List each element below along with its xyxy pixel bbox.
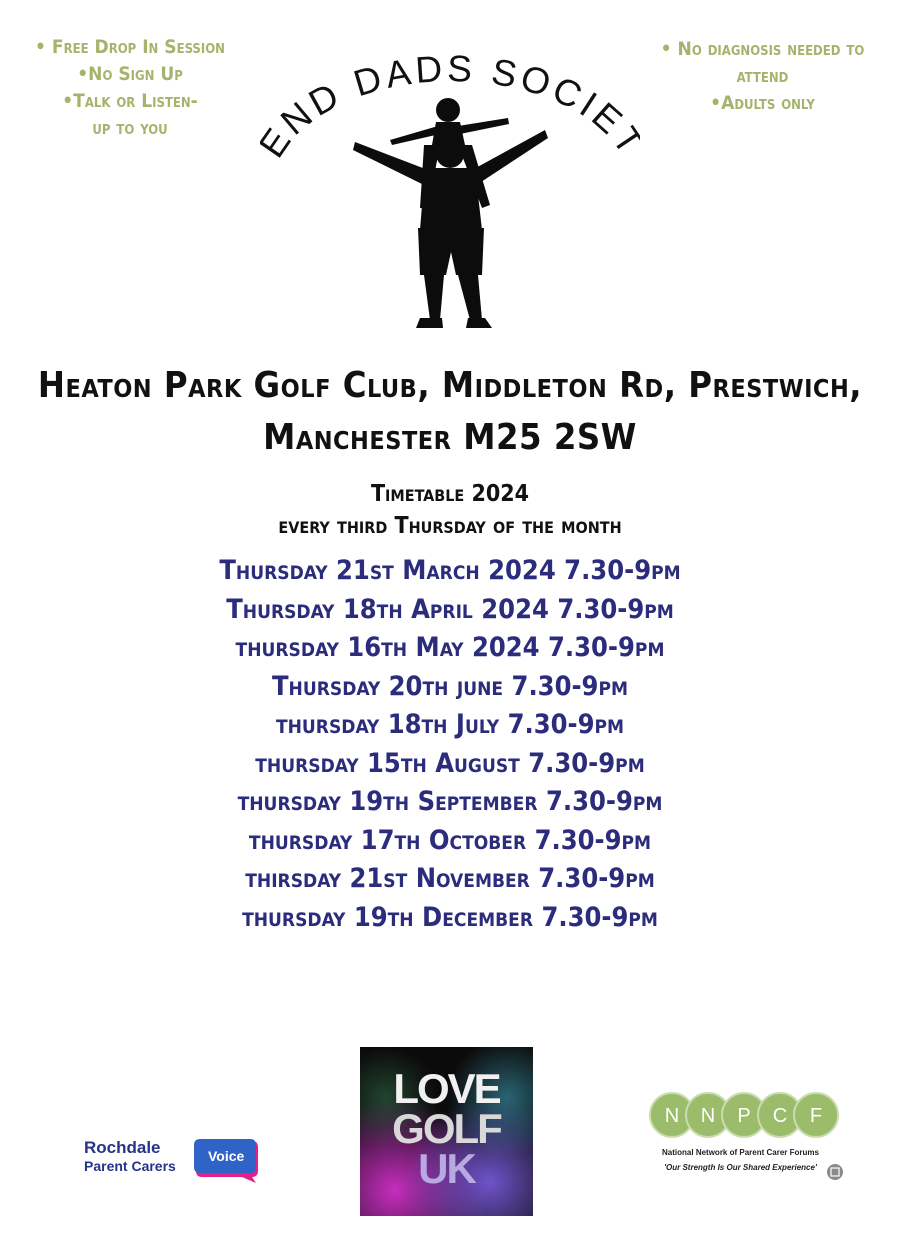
feature-item: •Adults only xyxy=(710,92,815,114)
father-child-silhouette-icon xyxy=(353,98,548,328)
nnpcf-tagline: 'Our Strength Is Our Shared Experience' xyxy=(664,1163,817,1172)
session-date: Thursday 18th April 2024 7.30-9pm xyxy=(226,593,674,625)
love-golf-line-2: GOLF xyxy=(392,1105,501,1152)
nnpcf-letter: F xyxy=(809,1105,823,1127)
session-dates-list xyxy=(0,552,900,937)
feature-item: • No diagnosis needed to xyxy=(660,38,865,60)
feature-item: up to you xyxy=(92,117,168,139)
feature-item: •No Sign Up xyxy=(77,63,183,85)
nnpcf-letter: N xyxy=(664,1105,680,1127)
session-date: Thursday 21st March 2024 7.30-9pm xyxy=(219,555,681,586)
expand-icon xyxy=(826,1163,844,1181)
session-date: thursday 19th December 7.30-9pm xyxy=(242,901,658,933)
session-date: thirsday 21st November 7.30-9pm xyxy=(245,863,655,894)
voice-badge: Voice xyxy=(208,1148,245,1164)
features-list-left xyxy=(30,34,230,142)
love-golf-uk-logo xyxy=(360,1047,533,1216)
nnpcf-letter: C xyxy=(772,1105,788,1127)
rochdale-line-1: Rochdale xyxy=(84,1138,161,1157)
nnpcf-letter: N xyxy=(700,1105,716,1127)
nnpcf-logo xyxy=(648,1088,848,1188)
timetable-subtitle: every third Thursday of the month xyxy=(278,513,622,539)
nnpcf-letter: P xyxy=(737,1105,751,1127)
rochdale-parent-carers-logo xyxy=(84,1135,264,1185)
logo-svg xyxy=(260,30,640,340)
session-date: thursday 18th July 7.30-9pm xyxy=(275,709,625,740)
session-date: thursday 16th May 2024 7.30-9pm xyxy=(235,632,665,663)
features-list-right xyxy=(650,36,875,117)
nnpcf-circles xyxy=(648,1088,848,1148)
session-date: thursday 15th August 7.30-9pm xyxy=(255,747,645,779)
feature-item: attend xyxy=(736,65,789,87)
feature-item: •Talk or Listen- xyxy=(62,90,198,112)
logo-title: ND DADS SOCIE xyxy=(273,47,633,145)
feature-item: • Free Drop In Session xyxy=(35,36,225,58)
session-date: thursday 19th September 7.30-9pm xyxy=(237,786,663,817)
love-golf-line-1: LOVE xyxy=(393,1065,500,1112)
love-golf-line-3: UK xyxy=(418,1145,475,1192)
address-line-1: Heaton Park Golf Club, Middleton Rd, Prestwich, xyxy=(37,365,863,406)
session-date: Thursday 20th june 7.30-9pm xyxy=(271,670,628,702)
nnpcf-full-name: National Network of Parent Carer Forums xyxy=(662,1148,819,1157)
address-line-2: Manchester M25 2SW xyxy=(263,417,637,458)
rochdale-line-2: Parent Carers xyxy=(84,1158,176,1174)
timetable-title: Timetable 2024 xyxy=(370,481,530,507)
session-date: thursday 17th October 7.30-9pm xyxy=(248,824,652,856)
venue-address xyxy=(0,360,900,464)
send-dads-society-logo xyxy=(260,30,640,340)
timetable-header xyxy=(0,478,900,542)
